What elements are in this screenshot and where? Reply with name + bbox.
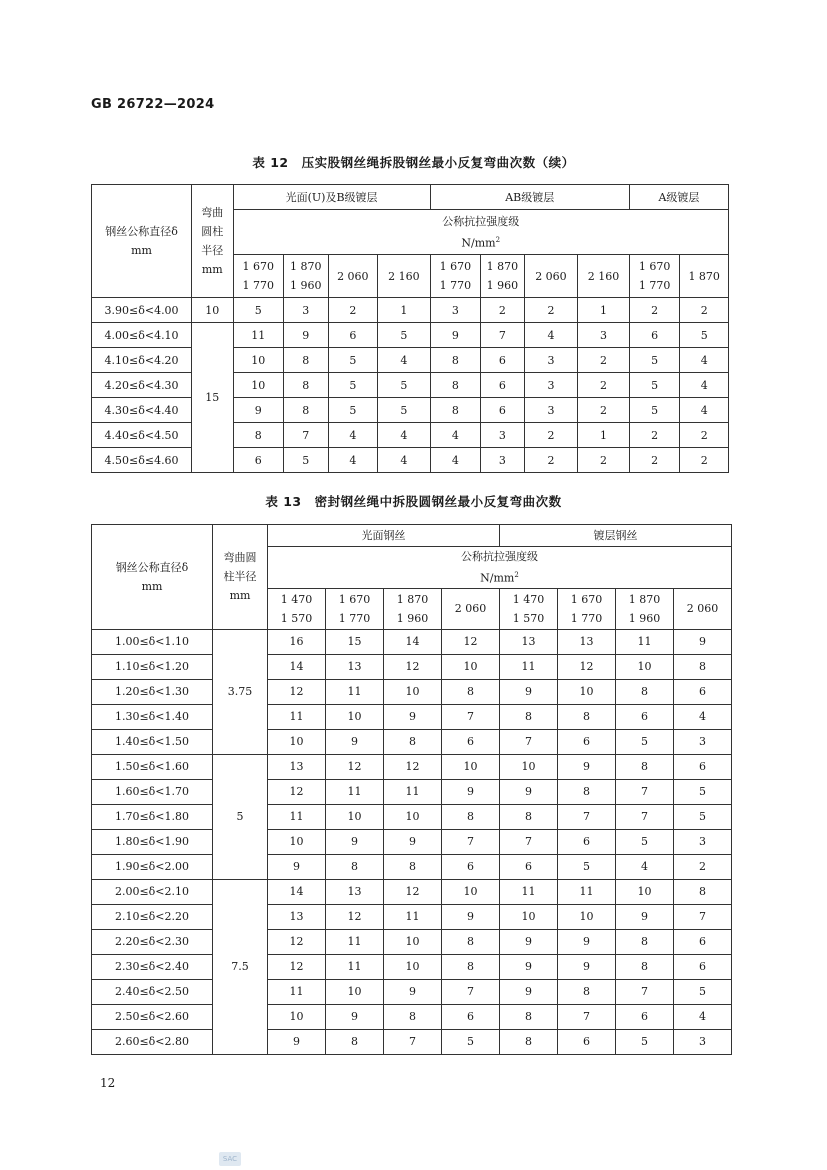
bend-count: 12: [384, 879, 442, 904]
table-row: [92, 373, 729, 398]
bend-count: 10: [616, 879, 674, 904]
grade-cell: 1 470 1 570: [268, 588, 326, 629]
bend-count: 2: [680, 423, 729, 448]
bend-count: 10: [558, 904, 616, 929]
grade-cell: 1 870 1 960: [384, 588, 442, 629]
bend-count: 7: [558, 804, 616, 829]
bend-count: 6: [674, 954, 732, 979]
diameter-range: 1.10≤δ<1.20: [92, 654, 213, 679]
bend-count: 9: [442, 779, 500, 804]
grade-cell: 1 670 1 770: [629, 255, 680, 298]
grade-cell: 1 670 1 770: [233, 255, 284, 298]
bend-count: 3: [674, 829, 732, 854]
bend-count: 8: [500, 704, 558, 729]
bend-count: 7: [481, 323, 524, 348]
bend-count: 12: [442, 629, 500, 654]
grade-cell: 1 870 1 960: [616, 588, 674, 629]
table-13: [91, 524, 732, 1055]
bend-count: 8: [326, 1029, 384, 1054]
bend-count: 8: [284, 348, 328, 373]
grade-cell: 2 060: [674, 588, 732, 629]
bend-count: 8: [500, 1029, 558, 1054]
table-row: [92, 904, 732, 929]
bend-count: 11: [326, 779, 384, 804]
bend-count: 4: [378, 448, 431, 473]
bend-count: 8: [558, 779, 616, 804]
bend-count: 4: [680, 398, 729, 423]
bend-count: 6: [481, 348, 524, 373]
bend-count: 10: [384, 954, 442, 979]
bend-count: 8: [284, 373, 328, 398]
bend-count: 15: [326, 629, 384, 654]
bend-count: 7: [500, 829, 558, 854]
grade-cell: 1 670 1 770: [326, 588, 384, 629]
bend-count: 2: [674, 854, 732, 879]
bend-count: 8: [284, 398, 328, 423]
bend-count: 10: [558, 679, 616, 704]
group-header-ab-coating: AB级镀层: [430, 185, 629, 210]
bend-count: 3: [481, 448, 524, 473]
table-row: [92, 1029, 732, 1054]
diameter-range: 1.70≤δ<1.80: [92, 804, 213, 829]
bend-count: 11: [326, 954, 384, 979]
bend-count: 7: [442, 704, 500, 729]
bend-count: 4: [430, 423, 481, 448]
bend-count: 7: [616, 979, 674, 1004]
col-header-wire-diameter: 钢丝公称直径δ mm: [92, 525, 213, 630]
table-row: [92, 448, 729, 473]
bend-count: 4: [616, 854, 674, 879]
bend-count: 9: [674, 629, 732, 654]
bend-count: 4: [680, 348, 729, 373]
table-12: [91, 184, 729, 473]
bend-count: 6: [616, 1004, 674, 1029]
bend-count: 7: [558, 1004, 616, 1029]
bend-count: 3: [430, 298, 481, 323]
bend-count: 7: [500, 729, 558, 754]
bend-count: 8: [500, 1004, 558, 1029]
bend-count: 10: [233, 373, 284, 398]
bend-count: 6: [674, 754, 732, 779]
bend-count: 6: [442, 729, 500, 754]
diameter-range: 4.10≤δ<4.20: [92, 348, 192, 373]
bend-count: 14: [384, 629, 442, 654]
bend-count: 9: [430, 323, 481, 348]
bend-count: 12: [268, 779, 326, 804]
bend-count: 5: [616, 829, 674, 854]
col-header-bend-radius: 弯曲圆 柱半径 mm: [213, 525, 268, 630]
table-row: [92, 679, 732, 704]
table-row: [92, 348, 729, 373]
bend-count: 12: [558, 654, 616, 679]
bend-count: 2: [680, 298, 729, 323]
bend-count: 6: [674, 679, 732, 704]
bend-count: 3: [524, 348, 578, 373]
bend-count: 7: [616, 804, 674, 829]
bend-count: 5: [629, 398, 680, 423]
bend-count: 6: [481, 398, 524, 423]
grade-header: 公称抗拉强度级 $N/mm^2$: [233, 210, 728, 255]
bend-count: 9: [284, 323, 328, 348]
bend-count: 3: [674, 1029, 732, 1054]
group-header-a-coating: A级镀层: [629, 185, 728, 210]
group-header-bright-b-coating: 光面(U)及B级镀层: [233, 185, 430, 210]
bend-count: 2: [680, 448, 729, 473]
bend-count: 11: [268, 704, 326, 729]
bend-count: 2: [629, 298, 680, 323]
bend-count: 8: [384, 1004, 442, 1029]
bend-count: 11: [268, 979, 326, 1004]
table-row: [92, 879, 732, 904]
group-header-bright-wire: 光面钢丝: [268, 525, 500, 547]
bend-count: 14: [268, 879, 326, 904]
bend-count: 9: [500, 779, 558, 804]
diameter-range: 2.00≤δ<2.10: [92, 879, 213, 904]
diameter-range: 1.50≤δ<1.60: [92, 754, 213, 779]
table-row: [92, 704, 732, 729]
table-row: [92, 729, 732, 754]
bend-count: 7: [616, 779, 674, 804]
bend-count: 9: [500, 929, 558, 954]
group-header-coated-wire: 镀层钢丝: [500, 525, 732, 547]
bend-count: 9: [384, 829, 442, 854]
grade-cell: 1 870: [680, 255, 729, 298]
grade-cell: 1 870 1 960: [284, 255, 328, 298]
bend-count: 10: [384, 679, 442, 704]
diameter-range: 1.60≤δ<1.70: [92, 779, 213, 804]
bend-count: 10: [268, 829, 326, 854]
diameter-range: 3.90≤δ<4.00: [92, 298, 192, 323]
bend-count: 11: [558, 879, 616, 904]
bend-count: 10: [384, 804, 442, 829]
bend-count: 9: [500, 979, 558, 1004]
bend-count: 9: [558, 954, 616, 979]
bend-count: 10: [500, 904, 558, 929]
bend-count: 9: [326, 829, 384, 854]
bend-count: 5: [558, 854, 616, 879]
bend-count: 13: [326, 879, 384, 904]
bend-count: 8: [616, 754, 674, 779]
bend-count: 4: [680, 373, 729, 398]
diameter-range: 4.30≤δ<4.40: [92, 398, 192, 423]
col-header-wire-diameter: 钢丝公称直径δ mm: [92, 185, 192, 298]
bend-count: 5: [629, 373, 680, 398]
bend-count: 14: [268, 654, 326, 679]
diameter-range: 2.20≤δ<2.30: [92, 929, 213, 954]
bend-count: 16: [268, 629, 326, 654]
bend-count: 10: [233, 348, 284, 373]
grade-cell: 2 060: [442, 588, 500, 629]
bend-count: 7: [442, 829, 500, 854]
bend-count: 10: [442, 754, 500, 779]
bend-count: 2: [629, 448, 680, 473]
bend-count: 8: [442, 954, 500, 979]
bend-count: 11: [233, 323, 284, 348]
bend-radius: 7.5: [213, 879, 268, 1054]
bend-count: 2: [578, 348, 630, 373]
bend-count: 9: [442, 904, 500, 929]
grade-cell: 2 060: [328, 255, 378, 298]
bend-count: 6: [442, 854, 500, 879]
bend-count: 9: [384, 704, 442, 729]
bend-count: 8: [326, 854, 384, 879]
diameter-range: 2.40≤δ<2.50: [92, 979, 213, 1004]
bend-count: 3: [481, 423, 524, 448]
diameter-range: 1.20≤δ<1.30: [92, 679, 213, 704]
bend-count: 7: [442, 979, 500, 1004]
bend-count: 10: [326, 979, 384, 1004]
bend-count: 12: [268, 954, 326, 979]
bend-count: 10: [268, 1004, 326, 1029]
bend-count: 4: [328, 423, 378, 448]
bend-count: 8: [430, 373, 481, 398]
table-row: [92, 829, 732, 854]
bend-count: 10: [268, 729, 326, 754]
page-number: 12: [100, 1076, 116, 1090]
col-header-bend-radius: 弯曲 圆柱 半径 mm: [192, 185, 233, 298]
grade-cell: 2 160: [578, 255, 630, 298]
bend-count: 6: [616, 704, 674, 729]
table-12-caption: 表 12 压实股钢丝绳拆股钢丝最小反复弯曲次数（续）: [252, 155, 575, 170]
bend-count: 10: [384, 929, 442, 954]
bend-count: 12: [326, 904, 384, 929]
bend-count: 10: [326, 704, 384, 729]
bend-count: 6: [500, 854, 558, 879]
bend-count: 6: [558, 1029, 616, 1054]
table-row: [92, 629, 732, 654]
table-row: [92, 398, 729, 423]
bend-count: 9: [384, 979, 442, 1004]
bend-count: 12: [268, 929, 326, 954]
bend-count: 8: [616, 929, 674, 954]
bend-radius: 10: [192, 298, 233, 323]
bend-count: 2: [328, 298, 378, 323]
bend-count: 3: [524, 398, 578, 423]
bend-count: 9: [268, 1029, 326, 1054]
bend-count: 9: [233, 398, 284, 423]
diameter-range: 1.00≤δ<1.10: [92, 629, 213, 654]
bend-count: 9: [500, 954, 558, 979]
bend-count: 3: [524, 373, 578, 398]
bend-count: 5: [284, 448, 328, 473]
bend-count: 11: [616, 629, 674, 654]
bend-count: 12: [268, 679, 326, 704]
bend-count: 8: [430, 398, 481, 423]
bend-count: 6: [558, 829, 616, 854]
table-row: [92, 298, 729, 323]
bend-count: 8: [674, 879, 732, 904]
bend-count: 5: [328, 398, 378, 423]
bend-count: 12: [326, 754, 384, 779]
grade-header: 公称抗拉强度级 $N/mm^2$: [268, 547, 732, 589]
bend-count: 7: [384, 1029, 442, 1054]
bend-count: 13: [268, 754, 326, 779]
bend-count: 8: [384, 729, 442, 754]
bend-count: 5: [616, 729, 674, 754]
bend-count: 8: [384, 854, 442, 879]
bend-count: 10: [326, 804, 384, 829]
bend-count: 9: [326, 1004, 384, 1029]
bend-count: 8: [558, 704, 616, 729]
diameter-range: 1.80≤δ<1.90: [92, 829, 213, 854]
bend-count: 3: [284, 298, 328, 323]
grade-cell: 2 160: [378, 255, 431, 298]
bend-count: 4: [328, 448, 378, 473]
table-row: [92, 754, 732, 779]
bend-count: 9: [268, 854, 326, 879]
diameter-range: 4.00≤δ<4.10: [92, 323, 192, 348]
bend-count: 9: [558, 754, 616, 779]
bend-count: 5: [378, 398, 431, 423]
diameter-range: 4.50≤δ≤4.60: [92, 448, 192, 473]
table-row: [92, 954, 732, 979]
bend-count: 1: [578, 298, 630, 323]
bend-count: 11: [500, 654, 558, 679]
bend-count: 12: [384, 754, 442, 779]
bend-count: 5: [674, 979, 732, 1004]
bend-count: 7: [284, 423, 328, 448]
bend-count: 11: [384, 779, 442, 804]
bend-count: 3: [674, 729, 732, 754]
table-row: [92, 423, 729, 448]
bend-count: 2: [524, 423, 578, 448]
standard-number: GB 26722—2024: [91, 97, 215, 112]
bend-count: 10: [442, 654, 500, 679]
bend-count: 3: [578, 323, 630, 348]
grade-cell: 2 060: [524, 255, 578, 298]
table-row: [92, 929, 732, 954]
table-row: [92, 323, 729, 348]
bend-count: 2: [578, 398, 630, 423]
bend-count: 8: [500, 804, 558, 829]
bend-count: 8: [442, 804, 500, 829]
bend-count: 9: [500, 679, 558, 704]
bend-count: 10: [616, 654, 674, 679]
bend-count: 8: [674, 654, 732, 679]
bend-count: 5: [442, 1029, 500, 1054]
bend-count: 6: [558, 729, 616, 754]
bend-count: 6: [674, 929, 732, 954]
bend-count: 4: [378, 348, 431, 373]
bend-count: 8: [442, 679, 500, 704]
table-row: [92, 979, 732, 1004]
bend-count: 5: [674, 804, 732, 829]
grade-cell: 1 670 1 770: [558, 588, 616, 629]
bend-count: 9: [326, 729, 384, 754]
diameter-range: 2.10≤δ<2.20: [92, 904, 213, 929]
bend-count: 6: [442, 1004, 500, 1029]
bend-count: 5: [616, 1029, 674, 1054]
bend-count: 13: [268, 904, 326, 929]
bend-count: 12: [384, 654, 442, 679]
bend-count: 2: [629, 423, 680, 448]
bend-count: 4: [674, 1004, 732, 1029]
grade-cell: 1 470 1 570: [500, 588, 558, 629]
bend-count: 11: [384, 904, 442, 929]
table-row: [92, 654, 732, 679]
bend-count: 4: [524, 323, 578, 348]
bend-count: 2: [524, 448, 578, 473]
diameter-range: 4.20≤δ<4.30: [92, 373, 192, 398]
bend-count: 10: [500, 754, 558, 779]
bend-count: 8: [430, 348, 481, 373]
bend-radius: 15: [192, 323, 233, 473]
bend-count: 13: [326, 654, 384, 679]
bend-count: 2: [524, 298, 578, 323]
bend-count: 1: [578, 423, 630, 448]
diameter-range: 1.90≤δ<2.00: [92, 854, 213, 879]
diameter-range: 2.50≤δ<2.60: [92, 1004, 213, 1029]
bend-count: 8: [558, 979, 616, 1004]
bend-count: 10: [442, 879, 500, 904]
bend-count: 11: [326, 679, 384, 704]
bend-count: 2: [481, 298, 524, 323]
bend-count: 11: [326, 929, 384, 954]
bend-count: 11: [268, 804, 326, 829]
bend-count: 5: [674, 779, 732, 804]
bend-count: 8: [616, 679, 674, 704]
bend-count: 2: [578, 448, 630, 473]
bend-count: 13: [558, 629, 616, 654]
bend-count: 11: [500, 879, 558, 904]
bend-count: 8: [233, 423, 284, 448]
bend-count: 5: [328, 348, 378, 373]
bend-count: 4: [430, 448, 481, 473]
diameter-range: 2.60≤δ<2.80: [92, 1029, 213, 1054]
diameter-range: 2.30≤δ<2.40: [92, 954, 213, 979]
bend-count: 4: [674, 704, 732, 729]
diameter-range: 1.30≤δ<1.40: [92, 704, 213, 729]
bend-count: 5: [328, 373, 378, 398]
bend-count: 6: [328, 323, 378, 348]
table-13-caption: 表 13 密封钢丝绳中拆股圆钢丝最小反复弯曲次数: [265, 494, 562, 509]
bend-radius: 5: [213, 754, 268, 879]
bend-count: 4: [378, 423, 431, 448]
sac-stamp: SAC: [219, 1152, 241, 1166]
bend-count: 13: [500, 629, 558, 654]
bend-count: 5: [378, 323, 431, 348]
table-row: [92, 779, 732, 804]
bend-count: 9: [558, 929, 616, 954]
table-row: [92, 854, 732, 879]
grade-cell: 1 670 1 770: [430, 255, 481, 298]
bend-count: 9: [616, 904, 674, 929]
bend-count: 5: [629, 348, 680, 373]
bend-count: 8: [616, 954, 674, 979]
bend-count: 7: [674, 904, 732, 929]
grade-cell: 1 870 1 960: [481, 255, 524, 298]
table-row: [92, 804, 732, 829]
bend-count: 6: [233, 448, 284, 473]
bend-count: 6: [481, 373, 524, 398]
bend-radius: 3.75: [213, 629, 268, 754]
bend-count: 5: [233, 298, 284, 323]
bend-count: 1: [378, 298, 431, 323]
diameter-range: 4.40≤δ<4.50: [92, 423, 192, 448]
bend-count: 8: [442, 929, 500, 954]
bend-count: 2: [578, 373, 630, 398]
bend-count: 5: [378, 373, 431, 398]
bend-count: 5: [680, 323, 729, 348]
diameter-range: 1.40≤δ<1.50: [92, 729, 213, 754]
table-row: [92, 1004, 732, 1029]
bend-count: 6: [629, 323, 680, 348]
